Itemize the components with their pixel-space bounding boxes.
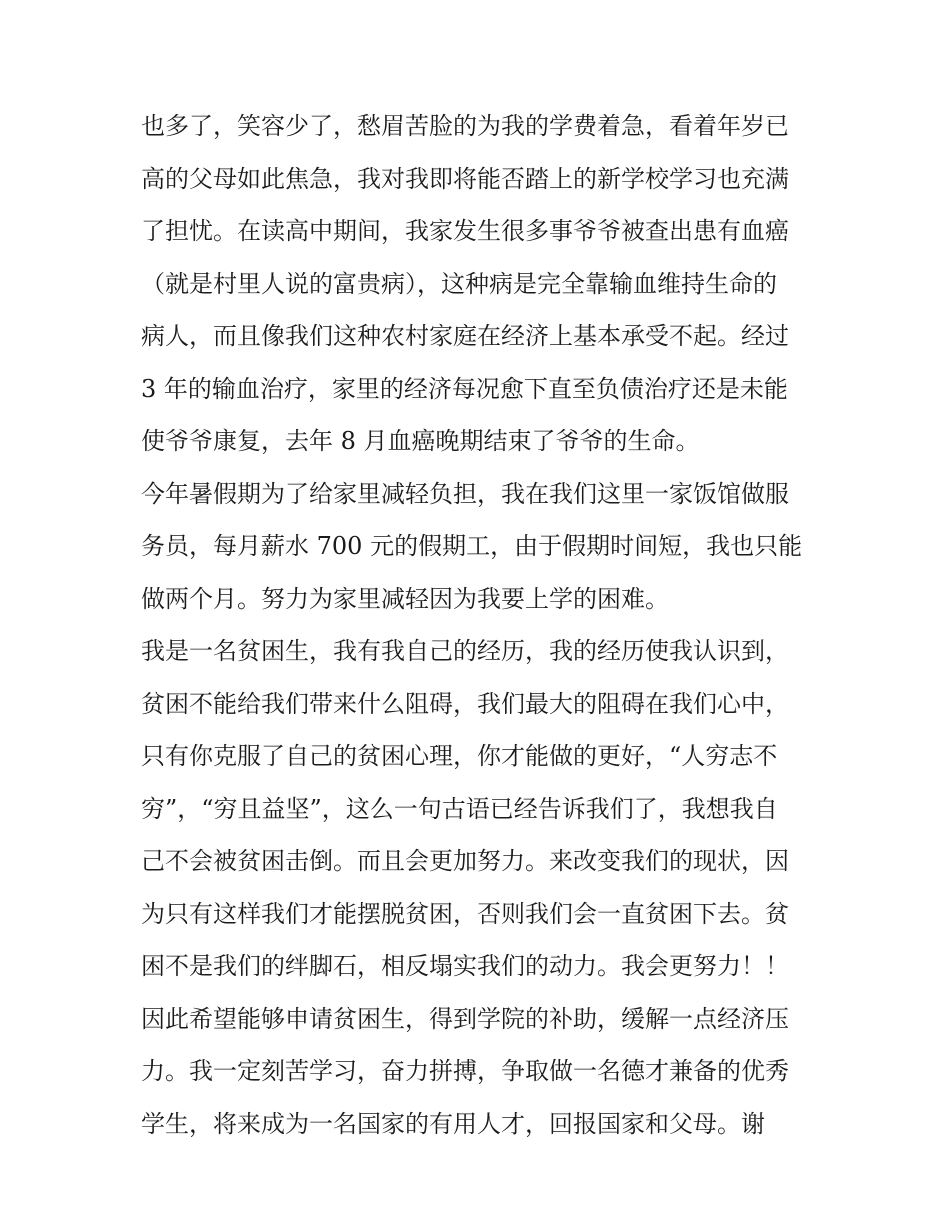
text-line: 只有你克服了自己的贫困心理，你才能做的更好，“人穷志不 xyxy=(141,742,778,770)
text-line: 病人，而且像我们这种农村家庭在经济上基本承受不起。经过 xyxy=(141,322,789,350)
text-line: 为只有这样我们才能摆脱贫困，否则我们会一直贫困下去。贫 xyxy=(141,899,789,928)
text-line: 我是一名贫困生，我有我自己的经历，我的经历使我认识到， xyxy=(141,637,789,665)
text-line: （就是村里人说的富贵病），这种病是完全靠输血维持生命的 xyxy=(141,269,777,298)
text-line: 高的父母如此焦急，我对我即将能否踏上的新学校学习也充满 xyxy=(141,164,789,193)
text-line: 因此希望能够申请贫困生，得到学院的补助，缓解一点经济压 xyxy=(141,1004,789,1033)
text-line: 己不会被贫困击倒。而且会更加努力。来改变我们的现状，因 xyxy=(141,847,789,875)
body-text xyxy=(141,100,821,1150)
text-line: 做两个月。努力为家里减轻因为我要上学的困难。 xyxy=(141,584,669,613)
text-line: 贫困不能给我们带来什么阻碍，我们最大的阻碍在我们心中， xyxy=(141,689,789,718)
text-line: 了担忧。在读高中期间，我家发生很多事爷爷被查出患有血癌 xyxy=(141,217,789,245)
text-line: 今年暑假期为了给家里减轻负担，我在我们这里一家饭馆做服 xyxy=(141,479,789,508)
text-line: 务员，每月薪水 700 元的假期工，由于假期时间短，我也只能 xyxy=(141,532,803,560)
text-line: 使爷爷康复，去年 8 月血癌晚期结束了爷爷的生命。 xyxy=(141,427,700,455)
text-line: 困不是我们的绊脚石，相反塌实我们的动力。我会更努力！！ xyxy=(141,952,789,980)
text-line: 也多了，笑容少了，愁眉苦脸的为我的学费着急，看着年岁已 xyxy=(141,112,789,140)
text-line: 穷”，“穷且益坚”，这么一句古语已经告诉我们了，我想我自 xyxy=(141,794,778,823)
text-line: 力。我一定刻苦学习，奋力拼搏，争取做一名德才兼备的优秀 xyxy=(141,1057,789,1085)
text-line: 学生，将来成为一名国家的有用人才，回报国家和父母。谢 xyxy=(141,1109,765,1138)
text-line: 3 年的输血治疗，家里的经济每况愈下直至负债治疗还是未能 xyxy=(141,374,788,403)
